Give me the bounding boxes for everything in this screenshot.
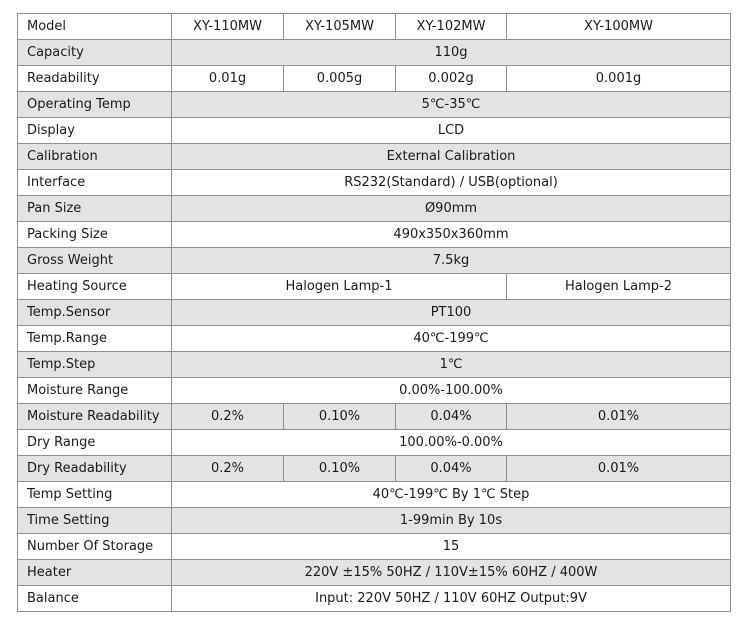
spec-label: Dry Readability (18, 456, 172, 482)
spec-label: Time Setting (18, 508, 172, 534)
spec-row (18, 66, 731, 92)
spec-label: Dry Range (18, 430, 172, 456)
spec-value: 0.2% (172, 456, 284, 482)
spec-value: 5℃-35℃ (172, 92, 731, 118)
spec-row (18, 560, 731, 586)
model-header: XY-100MW (507, 14, 731, 40)
spec-label: Temp.Step (18, 352, 172, 378)
spec-label: Moisture Range (18, 378, 172, 404)
spec-label: Gross Weight (18, 248, 172, 274)
spec-label: Pan Size (18, 196, 172, 222)
spec-label: Operating Temp (18, 92, 172, 118)
spec-value: 1℃ (172, 352, 731, 378)
spec-label: Display (18, 118, 172, 144)
spec-value: 0.01g (172, 66, 284, 92)
spec-label: Capacity (18, 40, 172, 66)
spec-row (18, 456, 731, 482)
spec-table-body (18, 14, 731, 612)
spec-row (18, 586, 731, 612)
spec-row (18, 92, 731, 118)
spec-value: PT100 (172, 300, 731, 326)
spec-row (18, 534, 731, 560)
spec-label: Calibration (18, 144, 172, 170)
spec-row (18, 196, 731, 222)
spec-label: Temp.Range (18, 326, 172, 352)
spec-value: LCD (172, 118, 731, 144)
spec-row (18, 508, 731, 534)
spec-label: Interface (18, 170, 172, 196)
spec-value: 220V ±15% 50HZ / 110V±15% 60HZ / 400W (172, 560, 731, 586)
spec-value: 100.00%-0.00% (172, 430, 731, 456)
spec-value: 0.2% (172, 404, 284, 430)
spec-value: 0.01% (507, 404, 731, 430)
spec-row (18, 170, 731, 196)
spec-value: 0.002g (396, 66, 507, 92)
spec-value: 0.04% (396, 404, 507, 430)
spec-row (18, 274, 731, 300)
spec-value: 0.00%-100.00% (172, 378, 731, 404)
spec-value: Ø90mm (172, 196, 731, 222)
spec-label: Balance (18, 586, 172, 612)
spec-label: Heating Source (18, 274, 172, 300)
header-label: Model (18, 14, 172, 40)
spec-row (18, 248, 731, 274)
spec-value: External Calibration (172, 144, 731, 170)
spec-label: Number Of Storage (18, 534, 172, 560)
spec-value: 0.005g (284, 66, 396, 92)
model-header: XY-102MW (396, 14, 507, 40)
spec-value: 0.04% (396, 456, 507, 482)
spec-value: Input: 220V 50HZ / 110V 60HZ Output:9V (172, 586, 731, 612)
spec-row (18, 144, 731, 170)
spec-row (18, 40, 731, 66)
spec-value: 0.10% (284, 456, 396, 482)
header-row (18, 14, 731, 40)
spec-label: Readability (18, 66, 172, 92)
spec-value: 0.01% (507, 456, 731, 482)
spec-label: Packing Size (18, 222, 172, 248)
spec-value: 1-99min By 10s (172, 508, 731, 534)
spec-row (18, 300, 731, 326)
spec-value: 0.10% (284, 404, 396, 430)
spec-row (18, 430, 731, 456)
spec-value: 490x350x360mm (172, 222, 731, 248)
spec-row (18, 326, 731, 352)
spec-row (18, 222, 731, 248)
spec-value: 0.001g (507, 66, 731, 92)
spec-row (18, 352, 731, 378)
spec-label: Heater (18, 560, 172, 586)
spec-row (18, 118, 731, 144)
spec-value: 7.5kg (172, 248, 731, 274)
spec-value: 40℃-199℃ (172, 326, 731, 352)
spec-row (18, 482, 731, 508)
spec-value: 15 (172, 534, 731, 560)
spec-value: 40℃-199℃ By 1℃ Step (172, 482, 731, 508)
model-header: XY-110MW (172, 14, 284, 40)
spec-row (18, 378, 731, 404)
spec-value: Halogen Lamp-1 (172, 274, 507, 300)
spec-table (17, 13, 731, 612)
spec-value: 110g (172, 40, 731, 66)
spec-label: Moisture Readability (18, 404, 172, 430)
spec-label: Temp Setting (18, 482, 172, 508)
spec-value: Halogen Lamp-2 (507, 274, 731, 300)
spec-value: RS232(Standard) / USB(optional) (172, 170, 731, 196)
model-header: XY-105MW (284, 14, 396, 40)
spec-label: Temp.Sensor (18, 300, 172, 326)
spec-row (18, 404, 731, 430)
